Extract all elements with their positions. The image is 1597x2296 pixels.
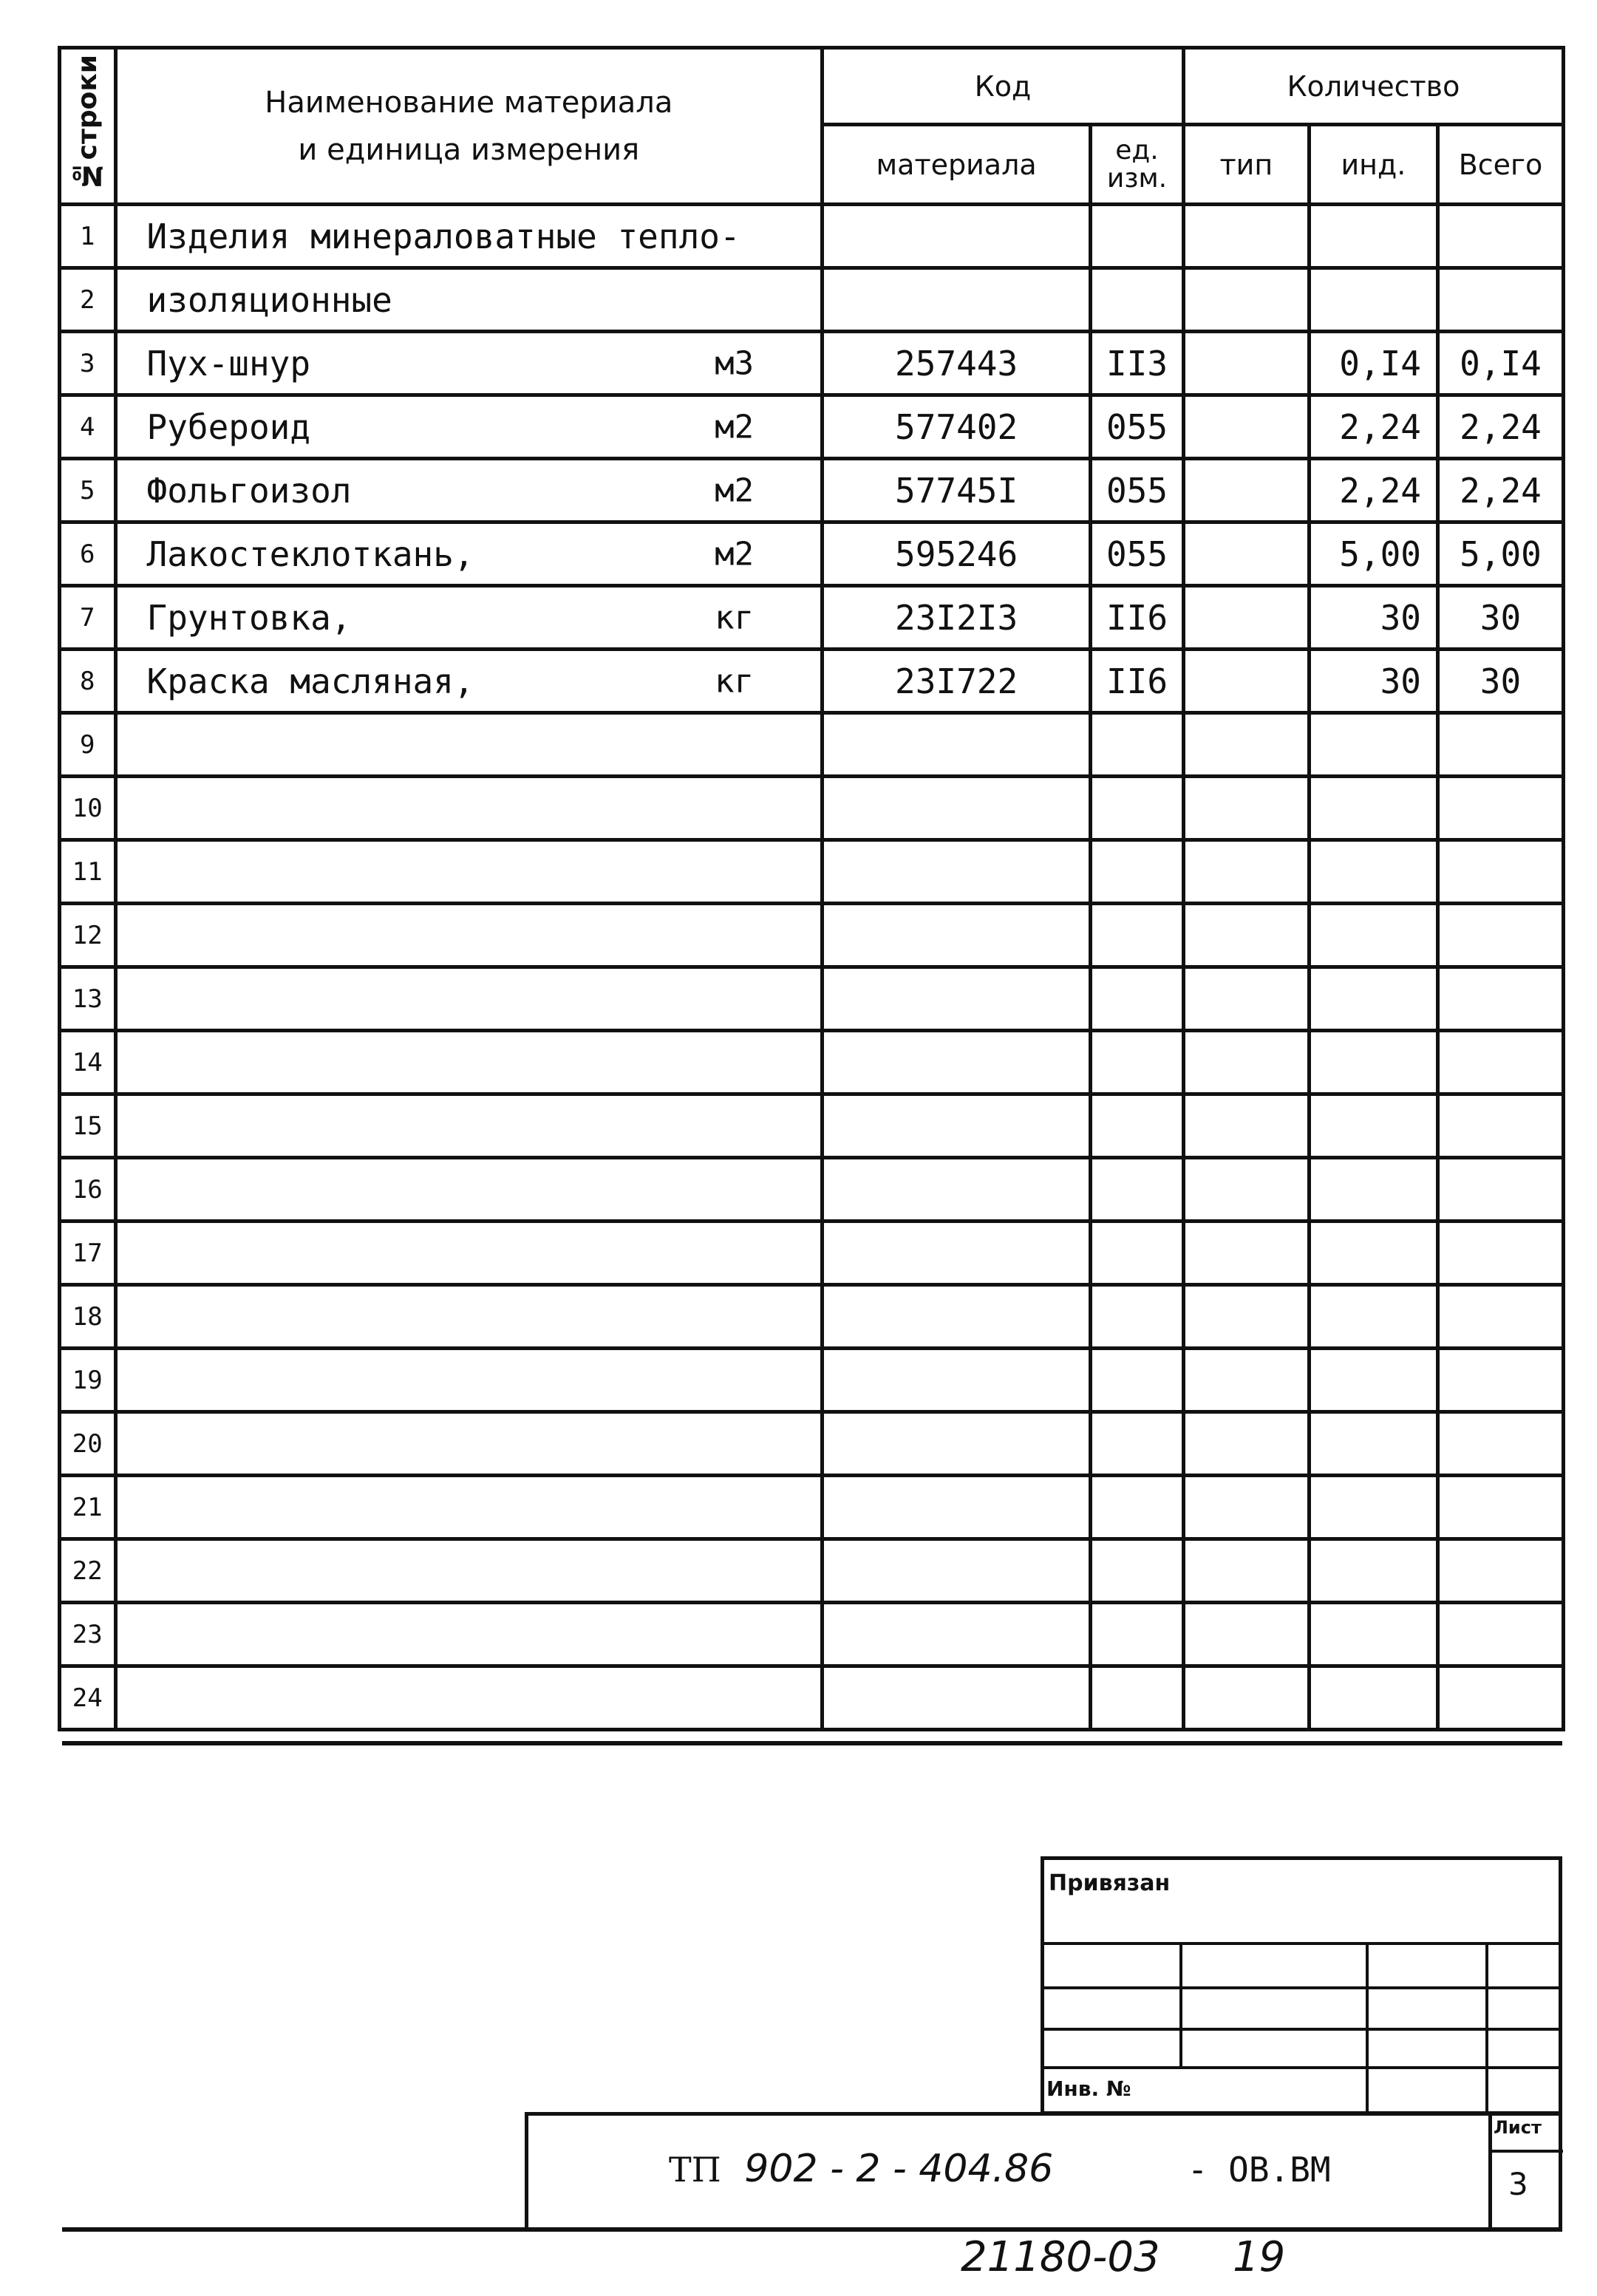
quantity-ind: 2,24 xyxy=(1309,459,1437,522)
row-number: 20 xyxy=(60,1412,116,1476)
material-code xyxy=(823,1539,1091,1603)
material-code xyxy=(823,1094,1091,1158)
material-name xyxy=(115,1666,823,1730)
unit-code: 055 xyxy=(1091,522,1184,586)
binding-line-4 xyxy=(1041,2066,1562,2069)
table-row xyxy=(60,1476,1564,1539)
material-code: 595246 xyxy=(823,522,1091,586)
material-code: 257443 xyxy=(823,332,1091,395)
row-number: 21 xyxy=(60,1476,116,1539)
quantity-ind xyxy=(1309,777,1437,840)
quantity-ind xyxy=(1309,1476,1437,1539)
table-row xyxy=(60,1222,1564,1285)
quantity-type xyxy=(1183,205,1309,268)
material-name xyxy=(115,1222,823,1285)
table-row xyxy=(60,904,1564,967)
quantity-type xyxy=(1183,840,1309,904)
unit-code xyxy=(1091,1539,1184,1603)
quantity-total xyxy=(1437,840,1563,904)
material-code: 57745I xyxy=(823,459,1091,522)
sheet-number-block xyxy=(1488,2112,1562,2232)
quantity-total: 5,00 xyxy=(1437,522,1563,586)
unit-code-header: ед. изм. xyxy=(1091,125,1184,205)
row-number: 22 xyxy=(60,1539,116,1603)
archive-number: 21180-03 xyxy=(961,2233,1160,2281)
quantity-ind xyxy=(1309,1285,1437,1349)
code-group-header: Код xyxy=(823,48,1184,125)
quantity-type xyxy=(1183,650,1309,713)
table-row xyxy=(60,332,1564,395)
row-number: 9 xyxy=(60,713,116,777)
row-number: 19 xyxy=(60,1349,116,1412)
row-number: 18 xyxy=(60,1285,116,1349)
quantity-type xyxy=(1183,1349,1309,1412)
material-code xyxy=(823,205,1091,268)
quantity-total xyxy=(1437,777,1563,840)
unit-code xyxy=(1091,1158,1184,1222)
quantity-total xyxy=(1437,268,1563,332)
sheet-label: Лист xyxy=(1494,2117,1542,2138)
row-number: 12 xyxy=(60,904,116,967)
quantity-total xyxy=(1437,1031,1563,1094)
page-number: 19 xyxy=(1233,2233,1286,2281)
material-name xyxy=(115,1412,823,1476)
table-row xyxy=(60,713,1564,777)
material-name xyxy=(115,1285,823,1349)
quantity-total xyxy=(1437,1476,1563,1539)
unit-code xyxy=(1091,1031,1184,1094)
binding-vline-2 xyxy=(1366,1942,1369,2115)
material-unit: м2 xyxy=(715,471,755,509)
row-number: 14 xyxy=(60,1031,116,1094)
quantity-type xyxy=(1183,1539,1309,1603)
material-name xyxy=(115,777,823,840)
quantity-ind xyxy=(1309,840,1437,904)
unit-code xyxy=(1091,1476,1184,1539)
material-name xyxy=(115,1539,823,1603)
quantity-ind: 30 xyxy=(1309,650,1437,713)
material-code xyxy=(823,1603,1091,1666)
material-name: Лакостеклоткань, м2 xyxy=(115,522,823,586)
quantity-ind-header: инд. xyxy=(1309,125,1437,205)
material-code xyxy=(823,1031,1091,1094)
quantity-ind: 5,00 xyxy=(1309,522,1437,586)
material-code xyxy=(823,777,1091,840)
quantity-total xyxy=(1437,1222,1563,1285)
quantity-ind xyxy=(1309,1222,1437,1285)
quantity-ind xyxy=(1309,1094,1437,1158)
quantity-type xyxy=(1183,268,1309,332)
table-row xyxy=(60,777,1564,840)
quantity-ind xyxy=(1309,1349,1437,1412)
material-code xyxy=(823,1666,1091,1730)
quantity-type xyxy=(1183,713,1309,777)
material-code: 23I2I3 xyxy=(823,586,1091,650)
material-code: 577402 xyxy=(823,395,1091,459)
row-number: 3 xyxy=(60,332,116,395)
material-code xyxy=(823,840,1091,904)
material-name xyxy=(115,713,823,777)
material-code xyxy=(823,1285,1091,1349)
quantity-total xyxy=(1437,1158,1563,1222)
sheet-divider xyxy=(1492,2150,1563,2153)
row-number: 7 xyxy=(60,586,116,650)
table-bottom-rule xyxy=(62,1741,1562,1745)
material-name xyxy=(115,840,823,904)
quantity-total xyxy=(1437,1666,1563,1730)
quantity-type xyxy=(1183,1666,1309,1730)
quantity-ind xyxy=(1309,268,1437,332)
table-row xyxy=(60,1603,1564,1666)
unit-code: II6 xyxy=(1091,586,1184,650)
row-number: 6 xyxy=(60,522,116,586)
material-name xyxy=(115,1603,823,1666)
material-name xyxy=(115,1158,823,1222)
quantity-total xyxy=(1437,904,1563,967)
row-number: 16 xyxy=(60,1158,116,1222)
quantity-total xyxy=(1437,1603,1563,1666)
unit-code xyxy=(1091,1666,1184,1730)
material-name: Фольгоизол м2 xyxy=(115,459,823,522)
table-row xyxy=(60,1285,1564,1349)
quantity-total: 2,24 xyxy=(1437,395,1563,459)
quantity-type xyxy=(1183,395,1309,459)
row-number: 1 xyxy=(60,205,116,268)
material-code-header: материала xyxy=(823,125,1091,205)
row-number: 8 xyxy=(60,650,116,713)
table-row xyxy=(60,1349,1564,1412)
material-unit: кг xyxy=(715,662,755,700)
quantity-ind xyxy=(1309,967,1437,1031)
material-unit: м2 xyxy=(715,408,755,446)
unit-code xyxy=(1091,205,1184,268)
material-code: 23I722 xyxy=(823,650,1091,713)
row-number: 5 xyxy=(60,459,116,522)
quantity-total xyxy=(1437,1349,1563,1412)
row-number: 4 xyxy=(60,395,116,459)
quantity-ind xyxy=(1309,904,1437,967)
quantity-type xyxy=(1183,1031,1309,1094)
quantity-type xyxy=(1183,459,1309,522)
material-name xyxy=(115,967,823,1031)
binding-vline-3 xyxy=(1485,1942,1488,2115)
quantity-ind xyxy=(1309,1603,1437,1666)
material-code xyxy=(823,1412,1091,1476)
quantity-type xyxy=(1183,1094,1309,1158)
material-name: Краска масляная, кг xyxy=(115,650,823,713)
quantity-type xyxy=(1183,1412,1309,1476)
quantity-type xyxy=(1183,586,1309,650)
row-number: 11 xyxy=(60,840,116,904)
material-name: Изделия минераловатные тепло- xyxy=(115,205,823,268)
material-code xyxy=(823,1476,1091,1539)
material-code xyxy=(823,967,1091,1031)
row-number-header: №строки xyxy=(60,48,116,205)
binding-line-2 xyxy=(1041,1986,1562,1989)
material-unit: кг xyxy=(715,599,755,636)
quantity-total: 0,I4 xyxy=(1437,332,1563,395)
table-row xyxy=(60,967,1564,1031)
material-code xyxy=(823,1222,1091,1285)
unit-code xyxy=(1091,777,1184,840)
table-row xyxy=(60,395,1564,459)
quantity-type xyxy=(1183,1603,1309,1666)
unit-code xyxy=(1091,840,1184,904)
table-row xyxy=(60,840,1564,904)
quantity-total-header: Всего xyxy=(1437,125,1563,205)
material-name xyxy=(115,1094,823,1158)
material-name xyxy=(115,1476,823,1539)
unit-code xyxy=(1091,904,1184,967)
quantity-total: 30 xyxy=(1437,586,1563,650)
table-row xyxy=(60,1094,1564,1158)
quantity-total: 2,24 xyxy=(1437,459,1563,522)
quantity-type xyxy=(1183,1285,1309,1349)
table-row xyxy=(60,1158,1564,1222)
quantity-type xyxy=(1183,1158,1309,1222)
row-number: 17 xyxy=(60,1222,116,1285)
unit-code xyxy=(1091,1285,1184,1349)
quantity-ind xyxy=(1309,1158,1437,1222)
material-code xyxy=(823,1158,1091,1222)
unit-code: II3 xyxy=(1091,332,1184,395)
row-number: 13 xyxy=(60,967,116,1031)
quantity-type xyxy=(1183,904,1309,967)
quantity-type xyxy=(1183,522,1309,586)
quantity-type-header: тип xyxy=(1183,125,1309,205)
table-row xyxy=(60,1539,1564,1603)
table-row xyxy=(60,205,1564,268)
material-code xyxy=(823,904,1091,967)
table-row xyxy=(60,586,1564,650)
material-code xyxy=(823,1349,1091,1412)
unit-code: II6 xyxy=(1091,650,1184,713)
material-code xyxy=(823,268,1091,332)
unit-code xyxy=(1091,1412,1184,1476)
quantity-total xyxy=(1437,1285,1563,1349)
table-row xyxy=(60,459,1564,522)
material-name-header: Наименование материала и единица измерения xyxy=(115,48,823,205)
material-name: изоляционные xyxy=(115,268,823,332)
quantity-total xyxy=(1437,713,1563,777)
unit-code xyxy=(1091,1094,1184,1158)
materials-table xyxy=(58,46,1565,1731)
material-name xyxy=(115,1031,823,1094)
row-number: 2 xyxy=(60,268,116,332)
material-name: Грунтовка, кг xyxy=(115,586,823,650)
quantity-total xyxy=(1437,967,1563,1031)
material-name: Рубероид м2 xyxy=(115,395,823,459)
quantity-ind xyxy=(1309,713,1437,777)
quantity-total xyxy=(1437,205,1563,268)
inventory-label: Инв. № xyxy=(1046,2077,1131,2101)
quantity-ind: 0,I4 xyxy=(1309,332,1437,395)
unit-code: 055 xyxy=(1091,459,1184,522)
binding-line-1 xyxy=(1041,1942,1562,1945)
document-code-block xyxy=(525,2112,1562,2232)
quantity-ind xyxy=(1309,1539,1437,1603)
quantity-ind xyxy=(1309,1412,1437,1476)
quantity-ind xyxy=(1309,1031,1437,1094)
quantity-type xyxy=(1183,777,1309,840)
material-unit: м3 xyxy=(715,344,755,382)
quantity-ind xyxy=(1309,1666,1437,1730)
quantity-total xyxy=(1437,1094,1563,1158)
document-code: ТП 902 - 2 - 404.86 - ОВ.ВМ xyxy=(669,2147,1331,2191)
material-name: Пух-шнур м3 xyxy=(115,332,823,395)
unit-code xyxy=(1091,1603,1184,1666)
table-row xyxy=(60,268,1564,332)
material-name xyxy=(115,904,823,967)
quantity-type xyxy=(1183,332,1309,395)
row-number: 23 xyxy=(60,1603,116,1666)
row-number: 15 xyxy=(60,1094,116,1158)
quantity-type xyxy=(1183,1222,1309,1285)
table-row xyxy=(60,1666,1564,1730)
unit-code xyxy=(1091,1349,1184,1412)
table-row xyxy=(60,1412,1564,1476)
table-row xyxy=(60,522,1564,586)
table-row xyxy=(60,1031,1564,1094)
material-code xyxy=(823,713,1091,777)
binding-line-3 xyxy=(1041,2028,1562,2031)
material-name xyxy=(115,1349,823,1412)
quantity-ind xyxy=(1309,205,1437,268)
bound-label: Привязан xyxy=(1049,1870,1171,1896)
row-number: 10 xyxy=(60,777,116,840)
row-number: 24 xyxy=(60,1666,116,1730)
sheet-number: 3 xyxy=(1508,2166,1528,2202)
quantity-group-header: Количество xyxy=(1183,48,1563,125)
table-row xyxy=(60,650,1564,713)
unit-code: 055 xyxy=(1091,395,1184,459)
unit-code xyxy=(1091,1222,1184,1285)
unit-code xyxy=(1091,268,1184,332)
quantity-type xyxy=(1183,967,1309,1031)
quantity-total xyxy=(1437,1412,1563,1476)
material-unit: м2 xyxy=(715,535,755,573)
unit-code xyxy=(1091,967,1184,1031)
quantity-total: 30 xyxy=(1437,650,1563,713)
quantity-type xyxy=(1183,1476,1309,1539)
unit-code xyxy=(1091,713,1184,777)
binding-vline-1 xyxy=(1179,1942,1182,2068)
quantity-ind: 30 xyxy=(1309,586,1437,650)
quantity-ind: 2,24 xyxy=(1309,395,1437,459)
quantity-total xyxy=(1437,1539,1563,1603)
